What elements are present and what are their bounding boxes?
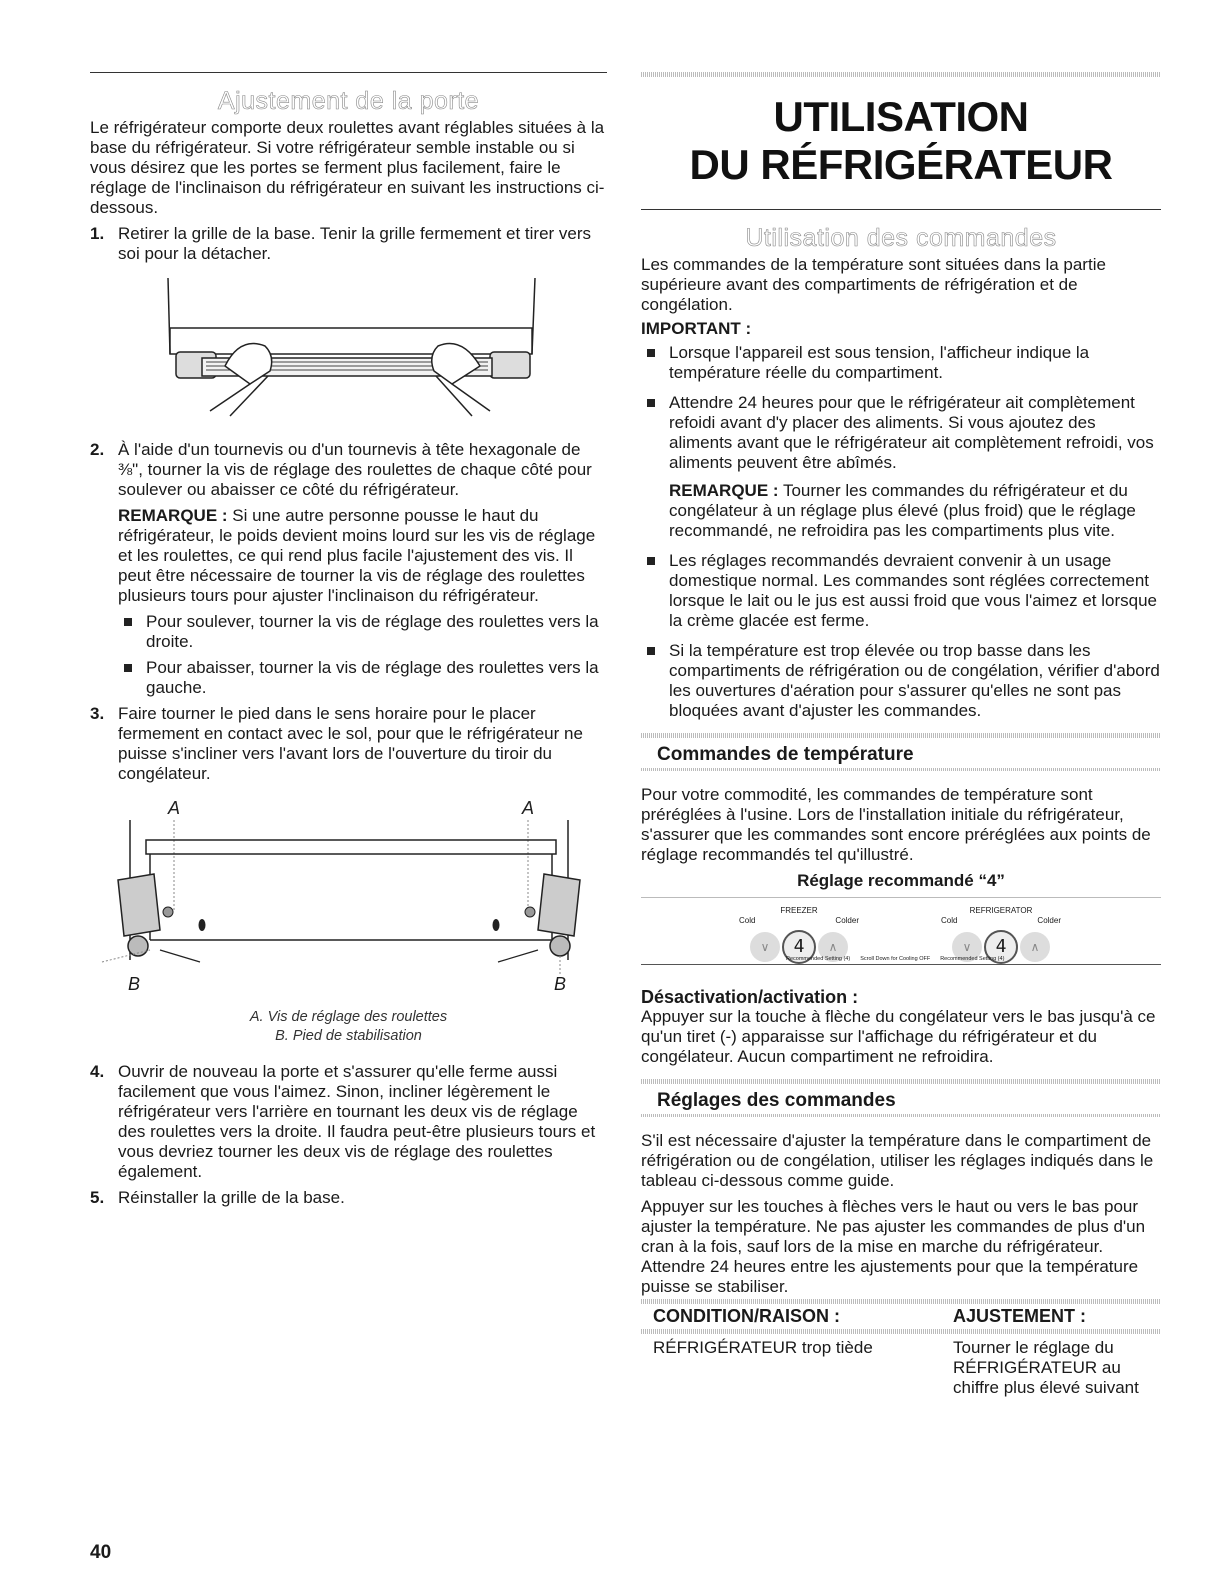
cold-label: Cold (739, 916, 756, 925)
remarque-text: Tourner les commandes du réfrigérateur et du congélateur à un réglage plus élevé (plus froid) que le réglage recommandé, ne refroidira pas les compartiments plus vite. (669, 481, 1136, 540)
bullet-square-icon (118, 612, 146, 652)
right-column (641, 72, 1161, 1398)
step-text: Retirer la grille de la base. Tenir la grille fermement et tirer vers soi pour la détacher. (118, 224, 592, 263)
step-4 (90, 1062, 607, 1182)
important-bullet-3 (641, 551, 1161, 631)
important-bullet-2 (641, 393, 1161, 541)
step-3 (90, 704, 607, 784)
roller-foot-illustration (90, 790, 607, 980)
condition-column-header: CONDITION/RAISON : (653, 1306, 840, 1326)
step-number: 5. (90, 1188, 105, 1207)
top-rule (641, 72, 1161, 77)
step-text: Réinstaller la grille de la base. (118, 1188, 345, 1207)
table-top-rule (641, 1299, 1161, 1304)
bullet-square-icon (641, 641, 669, 721)
title-rule (641, 209, 1161, 210)
condition-cell: RÉFRIGÉRATEUR trop tiède (653, 1338, 873, 1357)
refrigerator-scale (941, 916, 1061, 926)
left-column (90, 72, 607, 1208)
page-title-line2: DU RÉFRIGÉRATEUR (689, 141, 1113, 188)
label-a-right: A (522, 798, 535, 818)
bullet-body (669, 393, 1161, 541)
section-heading-controls: Utilisation des commandes (745, 224, 1057, 252)
important-label: IMPORTANT : (641, 319, 752, 338)
subheading-temperature: Commandes de température (657, 744, 914, 765)
remarque-paragraph (118, 506, 607, 606)
step-1 (90, 224, 607, 264)
up-arrow-button[interactable]: ∧ (1020, 932, 1050, 962)
figure-caption-a: A. Vis de réglage des roulettes (249, 1009, 448, 1025)
deactivation-heading: Désactivation/activation : (641, 987, 859, 1007)
freezer-display: 4 (782, 930, 816, 964)
recommended-setting-label: Réglage recommandé “4” (797, 871, 1005, 890)
step-text: Ouvrir de nouveau la porte et s'assurer qu'elle ferme aussi facilement que vous l'aimez. Sinon, incliner légèrement le réfrigérateur vers l'arrière en tournant les deux vis de réglage des roulettes vers la droite. Il faudra peut-être plusieurs tours et vous devriez tourner les deux vis de réglage des roulettes également. (118, 1062, 596, 1181)
table-header-rule (641, 1329, 1161, 1334)
subsection-rule (641, 733, 1161, 738)
adjustment-column-header: AJUSTEMENT : (953, 1306, 1087, 1326)
base-grille-illustration (90, 266, 607, 436)
bullet-text: Lorsque l'appareil est sous tension, l'afficheur indique la température réelle du compartiment. (669, 343, 1090, 382)
bullet-square-icon (118, 658, 146, 698)
refrigerator-label: REFRIGERATOR (969, 906, 1033, 915)
colder-label: Colder (835, 916, 859, 925)
label-b-left: B (128, 974, 141, 994)
intro-paragraph: Le réfrigérateur comporte deux roulettes avant réglables situées à la base du réfrigérateur. Si votre réfrigérateur semble instable ou si vous désirez que les portes se ferment plus facilement, faire le réglage de l'inclinaison du réfrigérateur en suivant les instructions ci-dessous. (90, 118, 605, 217)
label-b-right: B (554, 974, 567, 994)
deactivation-paragraph: Appuyer sur la touche à flèche du congélateur vers le bas jusqu'à ce qu'un tiret (-) apparaisse sur l'affichage du réfrigérateur et du congélateur. Aucun compartiment ne refroidira. (641, 1007, 1156, 1066)
bullet-lower (118, 658, 607, 698)
recommended-note-refrigerator: Recommended Setting (4) (940, 956, 1005, 962)
cold-label: Cold (941, 916, 958, 925)
down-arrow-button[interactable]: ∨ (952, 932, 982, 962)
top-rule (90, 72, 607, 73)
refrigerator-display: 4 (984, 930, 1018, 964)
figure-caption-b: B. Pied de stabilisation (275, 1028, 422, 1044)
settings-paragraph-2: Appuyer sur les touches à flèches vers le haut ou vers le bas pour ajuster la température. Ne pas ajuster les commandes de plus d'un cran à la fois, sauf lors de la mise en marche du réfrigérateur. Attendre 24 heures entre les ajustements pour que la température puisse se stabiliser. (641, 1197, 1146, 1296)
step-text: Faire tourner le pied dans le sens horaire pour le placer fermement en contact avec le sol, pour que le réfrigérateur ne puisse s'incliner vers l'avant lors de l'ouverture du tiroir du congélateur. (118, 704, 583, 783)
step-number: 4. (90, 1062, 105, 1081)
important-bullet-4 (641, 641, 1161, 721)
bullet-raise (118, 612, 607, 652)
step-number: 2. (90, 440, 105, 459)
recommended-note-freezer: Recommended Setting (4) (786, 956, 851, 962)
step-body (118, 440, 607, 698)
bullet-square-icon (641, 393, 669, 541)
controls-intro: Les commandes de la température sont situées dans la partie supérieure avant des compartiments de réfrigération et de congélation. (641, 255, 1106, 314)
step-text: À l'aide d'un tournevis ou d'un tournevis à tête hexagonale de ⅜", tourner la vis de réglage des roulettes de chaque côté pour soulever ou abaisser ce côté du réfrigérateur. (118, 440, 592, 499)
bullet-text: Attendre 24 heures pour que le réfrigérateur ait complètement refoidi avant d'y placer des aliments. Si vous ajoutez des aliments avant que le réfrigérateur ait complètement refroidi, vos aliments peuvent être abîmés. (669, 393, 1154, 472)
page-number: 40 (90, 1542, 112, 1563)
page-title-line1: UTILISATION (773, 93, 1029, 140)
adjustment-cell: Tourner le réglage du RÉFRIGÉRATEUR au chiffre plus élevé suivant (953, 1338, 1139, 1397)
freezer-scale (739, 916, 859, 926)
bullet-text: Si la température est trop élevée ou trop basse dans les compartiments de réfrigération ou de congélation, vérifier d'abord les ouvertures d'aération pour s'assurer qu'elles ne sont pas bloquées avant d'ajuster les commandes. (669, 641, 1160, 720)
table-header (641, 1306, 1161, 1327)
bullet-text: Les réglages recommandés devraient convenir à un usage domestique normal. Les commandes sont réglées correctement lorsque le lait ou le jus est aussi froid que vous l'aimez et lorsque la crème glacée est ferme. (669, 551, 1158, 630)
temperature-paragraph: Pour votre commodité, les commandes de température sont préréglées à l'usine. Lors de l'installation initiale du réfrigérateur, s'assurer que les commandes sont encore préréglées aux points de réglage recommandés tel qu'illustré. (641, 785, 1151, 864)
settings-paragraph-1: S'il est nécessaire d'ajuster la température dans le compartiment de réfrigération ou de congélation, utiliser les réglages indiqués dans le tableau ci-dessous comme guide. (641, 1131, 1154, 1190)
control-panel-illustration (641, 897, 1161, 977)
step-5 (90, 1188, 607, 1208)
important-bullet-1 (641, 343, 1161, 383)
subsection-rule (641, 1079, 1161, 1084)
freezer-label: FREEZER (780, 906, 818, 915)
bullet-text: Pour soulever, tourner la vis de réglage des roulettes vers la droite. (146, 612, 599, 651)
up-arrow-button[interactable]: ∧ (818, 932, 848, 962)
remarque-label: REMARQUE : (118, 506, 228, 525)
scroll-down-note: Scroll Down for Cooling OFF (860, 956, 931, 962)
subsection-rule (641, 768, 1161, 771)
section-heading-door: Ajustement de la porte (217, 87, 480, 115)
step-number: 3. (90, 704, 105, 723)
step-number: 1. (90, 224, 105, 243)
panel-footnotes (786, 956, 1004, 962)
bullet-text: Pour abaisser, tourner la vis de réglage des roulettes vers la gauche. (146, 658, 599, 697)
subsection-rule (641, 1114, 1161, 1117)
label-a-left: A (168, 798, 181, 818)
panel-baseline (641, 964, 1161, 965)
remarque-text: Si une autre personne pousse le haut du réfrigérateur, le poids devient moins lourd sur les vis de réglage et les roulettes, ce qui rend plus facile l'ajustement des vis. Il peut être nécessaire de tourner la vis de réglage des roulettes plusieurs tours pour ajuster l'inclinaison du réfrigérateur. (118, 506, 596, 605)
bullet-square-icon (641, 551, 669, 631)
remarque-paragraph (669, 481, 1161, 541)
figure-b-labels (90, 974, 607, 1004)
subheading-settings: Réglages des commandes (657, 1090, 896, 1111)
table-row (641, 1338, 1161, 1398)
down-arrow-button[interactable]: ∨ (750, 932, 780, 962)
step-2 (90, 440, 607, 698)
bullet-square-icon (641, 343, 669, 383)
colder-label: Colder (1037, 916, 1061, 925)
remarque-label: REMARQUE : (669, 481, 779, 500)
